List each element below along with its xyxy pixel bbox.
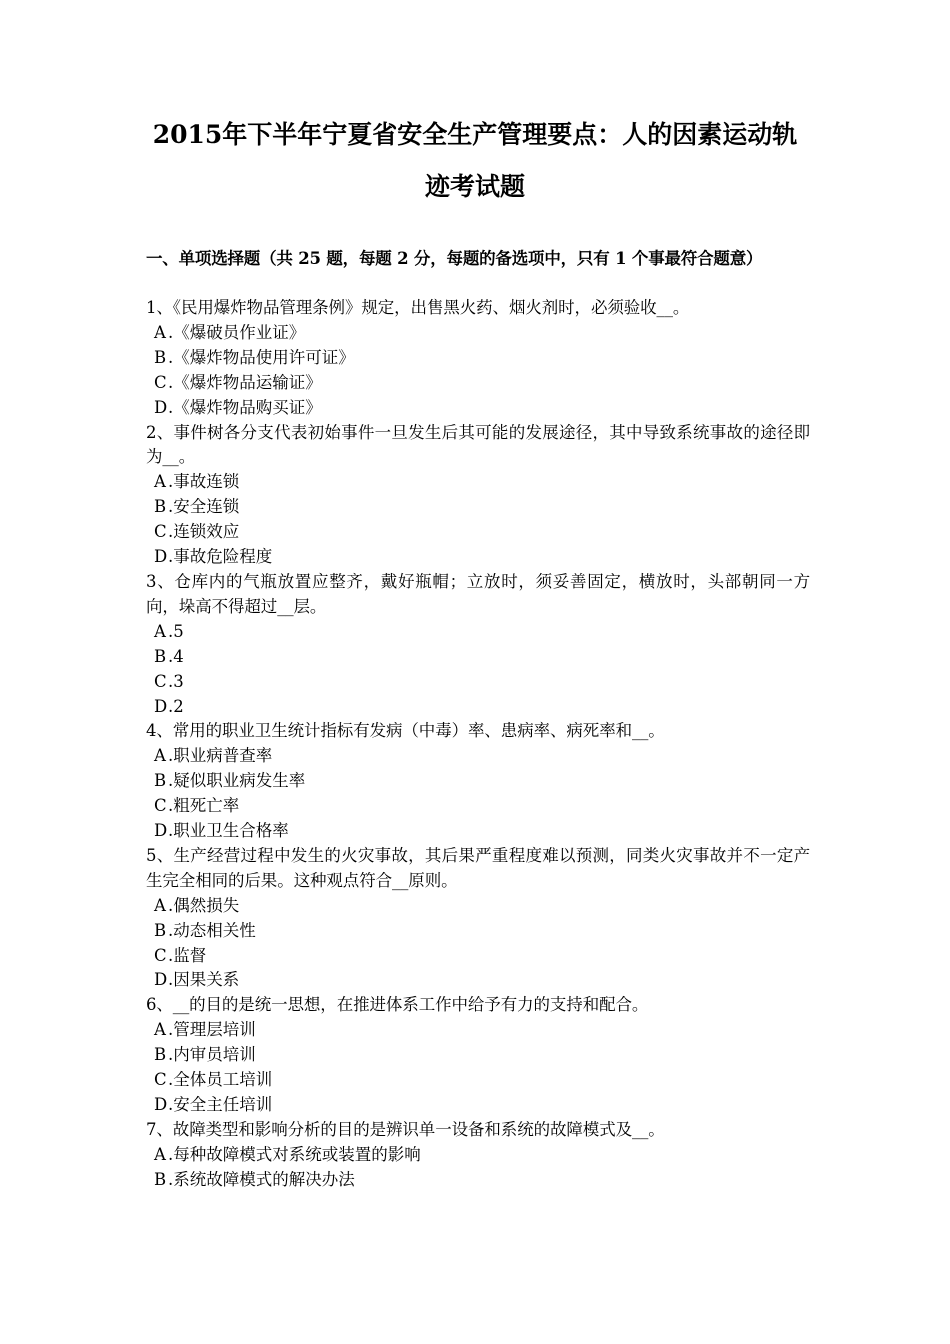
- option-b: B .动态相关性: [146, 919, 810, 944]
- option-a: A .5: [146, 620, 810, 645]
- option-c: C.监督: [146, 944, 810, 969]
- option-text: 全体员工培训: [173, 1070, 273, 1090]
- document-title-line-2: 迹考试题: [424, 172, 525, 201]
- option-letter: C: [154, 796, 167, 816]
- option-d: D.2: [146, 695, 810, 720]
- option-letter: B: [154, 1045, 167, 1065]
- option-letter: A: [154, 1144, 166, 1164]
- question-2: [146, 421, 810, 570]
- option-text: 监督: [173, 945, 207, 965]
- question-stem: 7、故障类型和影响分析的目的是辨识单一设备和系统的故障模式及__。: [146, 1119, 665, 1139]
- option-text: 连锁效应: [173, 522, 240, 542]
- option-a: A .事故连锁: [146, 470, 810, 495]
- question-list: [146, 296, 810, 1193]
- option-text: 3: [173, 671, 184, 691]
- option-letter: D: [154, 397, 168, 417]
- option-a: A .《爆破员作业证》: [146, 321, 810, 346]
- option-letter: B: [154, 497, 167, 517]
- option-text: 职业卫生合格率: [173, 821, 289, 841]
- option-text: 内审员培训: [173, 1045, 256, 1065]
- question-stem: 6、__的目的是统一思想，在推进体系工作中给予有力的支持和配合。: [146, 995, 649, 1015]
- option-b: B .《爆炸物品使用许可证》: [146, 346, 810, 371]
- option-text: 事故危险程度: [173, 547, 273, 567]
- option-text: 2: [173, 696, 184, 716]
- option-text: 《爆炸物品运输证》: [173, 372, 322, 392]
- option-text: 粗死亡率: [173, 796, 240, 816]
- option-c: C.3: [146, 670, 810, 695]
- option-b: B .安全连锁: [146, 495, 810, 520]
- option-letter: B: [154, 920, 167, 940]
- option-letter: A: [154, 1020, 166, 1040]
- option-d: D.事故危险程度: [146, 545, 810, 570]
- option-d: D.职业卫生合格率: [146, 819, 810, 844]
- option-text: 每种故障模式对系统或装置的影响: [173, 1144, 421, 1164]
- option-b: B .4: [146, 645, 810, 670]
- option-letter: C: [154, 671, 167, 691]
- question-3: [146, 570, 810, 719]
- question-stem: 1、《民用爆炸物品管理条例》规定，出售黑火药、烟火剂时，必须验收__。: [146, 298, 690, 317]
- option-letter: A: [154, 472, 166, 492]
- option-c: C.《爆炸物品运输证》: [146, 371, 810, 396]
- option-letter: B: [154, 347, 167, 367]
- option-b: B .内审员培训: [146, 1043, 810, 1068]
- option-c: C.粗死亡率: [146, 794, 810, 819]
- option-letter: A: [154, 895, 166, 915]
- option-d: D.因果关系: [146, 968, 810, 993]
- option-text: 事故连锁: [173, 472, 240, 492]
- option-letter: D: [154, 547, 168, 567]
- section-heading: 一、单项选择题（共 25 题，每题 2 分，每题的备选项中，只有 1 个事最符合题意）: [146, 249, 763, 268]
- option-letter: A: [154, 621, 166, 641]
- option-text: 《爆破员作业证》: [173, 322, 306, 342]
- option-a: A .偶然损失: [146, 894, 810, 919]
- question-4: [146, 719, 810, 844]
- option-letter: D: [154, 696, 168, 716]
- option-b: B .疑似职业病发生率: [146, 769, 810, 794]
- question-5: [146, 844, 810, 993]
- option-letter: B: [154, 771, 167, 791]
- question-7: [146, 1118, 810, 1193]
- option-text: 安全连锁: [173, 497, 240, 517]
- option-text: 安全主任培训: [173, 1095, 273, 1114]
- option-letter: C: [154, 522, 167, 542]
- option-a: A .每种故障模式对系统或装置的影响: [146, 1143, 810, 1168]
- option-text: 管理层培训: [173, 1020, 256, 1040]
- option-text: 4: [173, 646, 184, 666]
- option-letter: D: [154, 821, 168, 841]
- option-d: D.《爆炸物品购买证》: [146, 396, 810, 421]
- question-6: [146, 993, 810, 1118]
- question-stem: 3、仓库内的气瓶放置应整齐，戴好瓶帽；立放时，须妥善固定，横放时，头部朝同一方向，垛高不得超过__层。: [146, 571, 810, 616]
- option-text: 偶然损失: [173, 895, 240, 915]
- document-title-line-1: 2015年下半年宁夏省安全生产管理要点：人的因素运动轨: [152, 120, 798, 149]
- option-text: 疑似职业病发生率: [173, 771, 306, 791]
- option-letter: A: [154, 746, 166, 766]
- option-text: 系统故障模式的解决办法: [173, 1169, 355, 1189]
- option-a: A .管理层培训: [146, 1018, 810, 1043]
- option-c: C.全体员工培训: [146, 1068, 810, 1093]
- option-text: 《爆炸物品购买证》: [173, 397, 322, 417]
- question-1: [146, 296, 810, 421]
- option-text: 5: [173, 621, 184, 641]
- option-b: B .系统故障模式的解决办法: [146, 1168, 810, 1193]
- option-letter: C: [154, 1070, 167, 1090]
- option-letter: D: [154, 1095, 168, 1114]
- option-text: 《爆炸物品使用许可证》: [173, 347, 355, 367]
- question-stem: 4、常用的职业卫生统计指标有发病（中毒）率、患病率、病死率和__。: [146, 721, 665, 741]
- option-text: 动态相关性: [173, 920, 256, 940]
- option-c: C.连锁效应: [146, 520, 810, 545]
- option-letter: C: [154, 945, 167, 965]
- option-d: D.安全主任培训: [146, 1093, 810, 1118]
- option-letter: B: [154, 1169, 167, 1189]
- option-a: A .职业病普查率: [146, 744, 810, 769]
- option-letter: A: [154, 322, 166, 342]
- option-text: 职业病普查率: [173, 746, 273, 766]
- option-letter: C: [154, 372, 167, 392]
- option-text: 因果关系: [173, 970, 240, 990]
- option-letter: D: [154, 970, 168, 990]
- question-stem: 2、事件树各分支代表初始事件一旦发生后其可能的发展途径，其中导致系统事故的途径即为__。: [146, 422, 810, 467]
- option-letter: B: [154, 646, 167, 666]
- question-stem: 5、生产经营过程中发生的火灾事故，其后果严重程度难以预测，同类火灾事故并不一定产生完全相同的后果。这种观点符合__原则。: [146, 845, 810, 890]
